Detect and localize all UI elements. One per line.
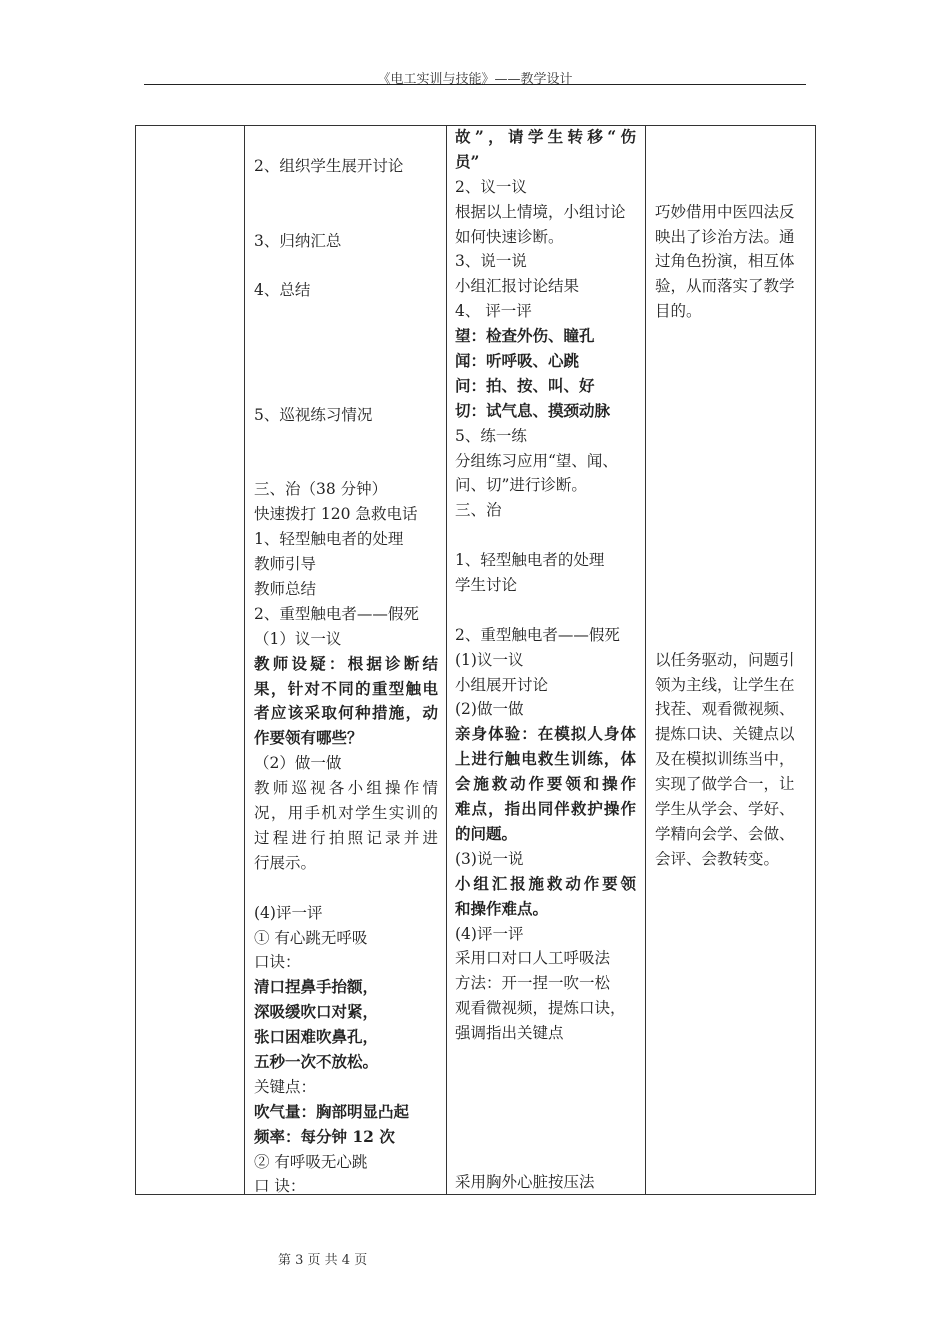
text-line: (4)评一评 — [455, 924, 524, 943]
text-line: 1、轻型触电者的处理 — [254, 530, 404, 549]
text-line — [655, 548, 810, 573]
text-line: 关键点： — [254, 1077, 317, 1096]
text-line: (4)评一评 — [254, 903, 323, 922]
text-line — [655, 374, 810, 399]
text-line: 实现了做学合一，让 — [655, 775, 795, 794]
text-line: 清口捏鼻手抬额， — [254, 977, 379, 997]
text-line: 员” — [455, 151, 480, 171]
text-line: 故”，请学生转移“伤 — [455, 127, 636, 146]
text-line: 映出了诊治方法。通 — [655, 227, 795, 246]
text-line: 以任务驱动，问题引 — [655, 650, 795, 669]
text-line — [254, 129, 438, 154]
text-line: 采用口对口人工呼吸法 — [455, 949, 611, 968]
text-line: 教师巡视各小组操作情 — [254, 779, 438, 798]
text-line: 学生从学会、学好、 — [655, 800, 795, 819]
text-line: 口诀： — [254, 953, 301, 972]
text-line: 的问题。 — [455, 823, 518, 843]
text-line: 教师总结 — [254, 580, 317, 599]
text-line: 问、切”进行诊断。 — [455, 476, 587, 495]
text-line: 口 诀： — [254, 1177, 306, 1196]
text-line: 方法：开一捏一吹一松 — [455, 974, 611, 993]
text-line — [254, 453, 438, 478]
text-line: 小组汇报讨论结果 — [455, 277, 580, 296]
text-line: 1、轻型触电者的处理 — [455, 551, 605, 570]
text-line: (3)说一说 — [455, 849, 524, 868]
text-line: （1）议一议 — [254, 629, 342, 648]
column-divider-3 — [645, 125, 646, 1195]
text-line — [655, 573, 810, 598]
text-line: 学精向会学、会做、 — [655, 824, 795, 843]
text-line: （2）做一做 — [254, 754, 342, 773]
text-line: 小组展开讨论 — [455, 675, 549, 694]
text-line: 上进行触电救生训练，体 — [455, 749, 636, 769]
header-rule — [144, 84, 806, 85]
text-line: ② 有呼吸无心跳 — [254, 1152, 368, 1171]
text-line — [655, 473, 810, 498]
text-line: 者应该采取何种措施，动 — [254, 703, 438, 723]
text-line — [655, 349, 810, 374]
text-line: 如何快速诊断。 — [455, 227, 564, 246]
header-title: 《电工实训与技能》——教学设计 — [377, 72, 573, 87]
text-line — [254, 378, 438, 403]
text-line: 频率：每分钟 12 次 — [254, 1126, 395, 1146]
text-line — [254, 179, 438, 204]
text-line: 根据以上情境，小组讨论 — [455, 202, 626, 221]
text-line: 巧妙借用中医四法反 — [655, 202, 795, 221]
text-line: 问：拍、按、叫、好 — [455, 375, 595, 395]
text-line: 难点，指出同伴救护操作 — [455, 799, 636, 819]
text-line: 2、重型触电者——假死 — [254, 604, 419, 623]
text-line — [455, 523, 636, 548]
text-line: 过程进行拍照记录并进 — [254, 828, 438, 847]
text-line: 领为主线，让学生在 — [655, 675, 795, 694]
text-line: 过角色扮演，相互体 — [655, 252, 795, 271]
text-line: 小组汇报施救动作要领 — [455, 873, 636, 893]
text-line: 快速拨打 120 急救电话 — [254, 505, 418, 524]
text-line — [254, 204, 438, 229]
text-line — [655, 424, 810, 449]
text-line: 亲身体验：在模拟人身体 — [455, 724, 636, 744]
student-activity-column — [455, 125, 636, 1195]
text-line: 3、说一说 — [455, 252, 527, 271]
text-line: 提炼口诀、关键点以 — [655, 725, 795, 744]
text-line — [455, 598, 636, 623]
text-line — [254, 428, 438, 453]
text-line — [455, 1096, 636, 1121]
text-line — [655, 125, 810, 150]
text-line — [254, 353, 438, 378]
text-line — [655, 523, 810, 548]
text-line: 深吸缓吹口对紧， — [254, 1002, 379, 1022]
text-line: 会施救动作要领和操作 — [455, 774, 636, 794]
text-line: 三、治（38 分钟） — [254, 480, 388, 499]
text-line: 分组练习应用“望、闻、 — [455, 451, 618, 470]
text-line: 三、治 — [455, 501, 502, 520]
column-divider-1 — [244, 125, 245, 1195]
text-line — [655, 399, 810, 424]
text-line: 望：检查外伤、瞳孔 — [455, 326, 595, 346]
text-line: 找茬、观看微视频、 — [655, 700, 795, 719]
text-line: 学生讨论 — [455, 576, 518, 595]
text-line — [455, 1071, 636, 1096]
text-line: 闻：听呼吸、心跳 — [455, 351, 580, 371]
text-line: 观看微视频，提炼口诀， — [455, 999, 626, 1018]
text-line: 2、议一议 — [455, 177, 527, 196]
text-line — [254, 303, 438, 328]
text-line — [455, 1046, 636, 1071]
page-footer: 第 3 页 共 4 页 — [278, 1253, 368, 1268]
text-line — [655, 598, 810, 623]
text-line: 3、归纳汇总 — [254, 231, 342, 250]
text-line: 五秒一次不放松。 — [254, 1051, 379, 1071]
text-line: 作要领有哪些？ — [254, 728, 363, 748]
text-line: 2、重型触电者——假死 — [455, 625, 620, 644]
text-line — [455, 1146, 636, 1171]
text-line: 目的。 — [655, 302, 702, 321]
text-line — [254, 876, 438, 901]
design-intent-column — [655, 125, 810, 872]
text-line: 教师设疑：根据诊断结 — [254, 653, 438, 673]
text-line: 行展示。 — [254, 853, 317, 872]
text-line: 5、巡视练习情况 — [254, 405, 373, 424]
text-line: 况，用手机对学生实训的 — [254, 804, 438, 823]
text-line: 5、练一练 — [455, 426, 527, 445]
text-line: 和操作难点。 — [455, 898, 549, 918]
text-line: (2)做一做 — [455, 700, 524, 719]
text-line: 2、组织学生展开讨论 — [254, 156, 404, 175]
text-line: 验，从而落实了教学 — [655, 277, 795, 296]
text-line: (1)议一议 — [455, 650, 524, 669]
text-line: 教师引导 — [254, 555, 317, 574]
text-line: 4、总结 — [254, 281, 311, 300]
text-line: 会评、会教转变。 — [655, 849, 780, 868]
text-line: 采用胸外心脏按压法 — [455, 1173, 595, 1192]
text-line — [655, 623, 810, 648]
text-line: 吹气量：胸部明显凸起 — [254, 1101, 410, 1121]
text-line — [254, 328, 438, 353]
text-line: 强调指出关键点 — [455, 1024, 564, 1043]
text-line — [655, 175, 810, 200]
teacher-activity-column — [254, 129, 438, 1199]
text-line — [655, 449, 810, 474]
text-line: ① 有心跳无呼吸 — [254, 928, 368, 947]
text-line: 果，针对不同的重型触电 — [254, 678, 438, 698]
column-divider-2 — [446, 125, 447, 1195]
text-line — [655, 324, 810, 349]
text-line: 及在模拟训练当中， — [655, 750, 795, 769]
text-line: 张口困难吹鼻孔， — [254, 1027, 379, 1047]
text-line: 4、 评一评 — [455, 302, 532, 321]
text-line — [455, 1121, 636, 1146]
text-line: 切：试气息、摸颈动脉 — [455, 400, 611, 420]
text-line — [655, 150, 810, 175]
text-line — [254, 253, 438, 278]
text-line — [655, 498, 810, 523]
